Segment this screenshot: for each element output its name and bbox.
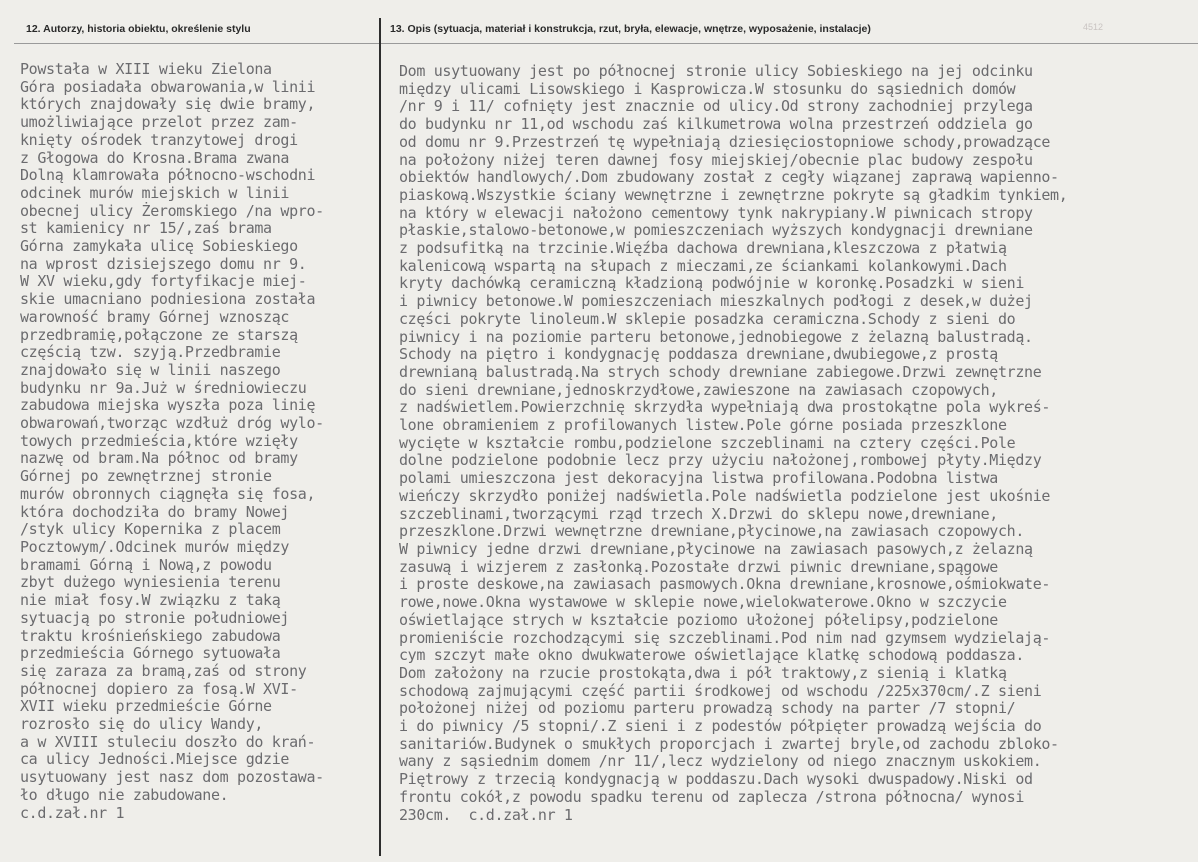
history-typed-text: Powstała w XIII wieku Zielona Góra posiadała obwarowania,w linii których znajdowały się dwie bramy, umożliwiające przelot przez zam- knięty ośrodek tranzytowej drogi z Głogowa do Krosna.Brama zwana Dolną klamrowała północno-wschodni odcinek murów miejskich w linii obecnej ulicy Żeromskiego /na wpro- st kamienicy nr 15/,zaś brama Górna zamykała ulicę Sobieskiego na wprost dzisiejszego domu nr 9. W XV wieku,gdy fortyfikacje miej- skie umacniano podniesiona została warowność bramy Górnej wznosząc przedbramię,połączone ze starszą częścią tzw. szyją.Przedbramie znajdowało się w linii naszego budynku nr 9a.Już w średniowieczu zabudowa miejska wyszła poza linię obwarowań,tworząc wzdłuż dróg wylo- towych przedmieścia,które wzięły nazwę od bram.Na północ od bramy Górnej po zewnętrznej stronie murów obronnych ciągnęła się fosa, która dochodziła do bramy Nowej /styk ulicy Kopernika z placem Pocztowym/.Odcinek murów między bramami Górną i Nową,z powodu zbyt dużego wyniesienia terenu nie miał fosy.W związku z taką sytuacją po stronie południowej traktu krośnieńskiego zabudowa przedmieścia Górnego sytuowała się zaraza za bramą,zaś od strony północnej dopiero za fosą.W XVI- XVII wieku przedmieście Górne rozrosło się do ulicy Wandy, a w XVIII stuleciu doszło do krań- ca ulicy Jedności.Miejsce gdzie usytuowany jest nasz dom pozostawa- ło długo nie zabudowane. c.d.zał.nr 1 xyxy=(20,60,324,822)
column-divider xyxy=(379,18,381,856)
section-13-heading: 13. Opis (sytuacja, materiał i konstrukcja, rzut, bryła, elewacje, wnętrze, wyposażenie, instalacje) xyxy=(390,23,871,35)
header-rule xyxy=(14,43,1198,44)
archive-number: 4512 xyxy=(1083,22,1104,32)
section-12-heading: 12. Autorzy, historia obiektu, określenie stylu xyxy=(26,23,251,35)
description-typed-text: Dom usytuowany jest po północnej stronie ulicy Sobieskiego na jej odcinku między ulicami Lisowskiego i Kasprowicza.W stosunku do sąsiednich domów /nr 9 i 11/ cofnięty jest znacznie od ulicy.Od strony zachodniej przylega do budynku nr 11,od wschodu zaś kilkumetrowa wolna przestrzeń oddziela go od domu nr 9.Przestrzeń tę wypełniają dziesięciostopniowe schody,prowadzące na położony niżej teren dawnej fosy miejskiej/obecnie plac budowy zespołu obiektów handlowych/.Dom zbudowany został z cegły wiązanej zaprawą wapienno- piaskową.Wszystkie ściany wewnętrzne i zewnętrzne pokryte są gładkim tynkiem, na który w elewacji nałożono cementowy tynk nakrypiany.W piwnicach stropy płaskie,stalowo-betonowe,w pomieszczeniach wyższych kondygnacji drewniane z podsufitką na trzcinie.Więźba dachowa drewniana,kleszczowa z płatwią kalenicową wspartą na słupach z mieczami,ze ściankami kolankowymi.Dach kryty dachówką ceramiczną kładzioną podwójnie w koronkę.Posadzki w sieni i piwnicy betonowe.W pomieszczeniach mieszkalnych podłogi z desek,w dużej części pokryte linoleum.W sklepie posadzka ceramiczna.Schody z sieni do piwnicy i na poziomie parteru betonowe,jednobiegowe z żelazną balustradą. Schody na piętro i kondygnację poddasza drewniane,dwubiegowe,z prostą drewnianą balustradą.Na strych schody drewniane zabiegowe.Drzwi zewnętrzne do sieni drewniane,jednoskrzydłowe,zawieszone na zawiasach czopowych, z nadświetlem.Powierzchnię skrzydła wypełniają dwa prostokątne pola wykreś- lone obramieniem z profilowanych listew.Pole górne posiada przeszklone wycięte w kształcie rombu,podzielone szczeblinami na cztery części.Pole dolne podzielone podobnie lecz przy użyciu nałożonej,rombowej płyty.Między polami umieszczona jest dekoracyjna listwa profilowana.Podobna listwa wieńczy skrzydło poniżej nadświetla.Pole nadświetla podzielone jest ukośnie szczeblinami,tworzącymi rząd trzech X.Drzwi do sklepu nowe,drewniane, przeszklone.Drzwi wewnętrzne drewniane,płycinowe,na zawiasach czopowych. W piwnicy jedne drzwi drewniane,płycinowe na zawiasach pasowych,z żelazną zasuwą i wizjerem z zasłonką.Pozostałe drzwi piwnic drewniane,spągowe i proste deskowe,na zawiasach pasmowych.Okna drewniane,krosnowe,ośmiokwate- rowe,nowe.Okna wystawowe w sklepie nowe,wielokwaterowe.Okno w szczycie oświetlające strych w kształcie poziomo ułożonej półelipsy,podzielone promieniście rozchodzącymi się szczeblinami.Pod nim nad gzymsem wydzielają- cym szczyt małe okno dwukwaterowe oświetlające klatkę schodową poddasza. Dom założony na rzucie prostokąta,dwa i pół traktowy,z sienią i klatką schodową zajmującymi część partii środkowej od wschodu /225x370cm/.Z sieni położonej niżej od poziomu parteru prowadzą schody na parter /7 stopni/ i do piwnicy /5 stopni/.Z sieni i z podestów półpięter prowadzą wejścia do sanitariów.Budynek o smukłych proporcjach i zwartej bryle,od zachodu zbloko- wany z sąsiednim domem /nr 11/,lecz wydzielony od niego znacznym uskokiem. Piętrowy z trzecią kondygnacją w poddaszu.Dach wysoki dwuspadowy.Niski od frontu cokół,z powodu spadku terenu od zaplecza /strona północna/ wynosi 230cm. c.d.zał.nr 1 xyxy=(399,62,1068,824)
